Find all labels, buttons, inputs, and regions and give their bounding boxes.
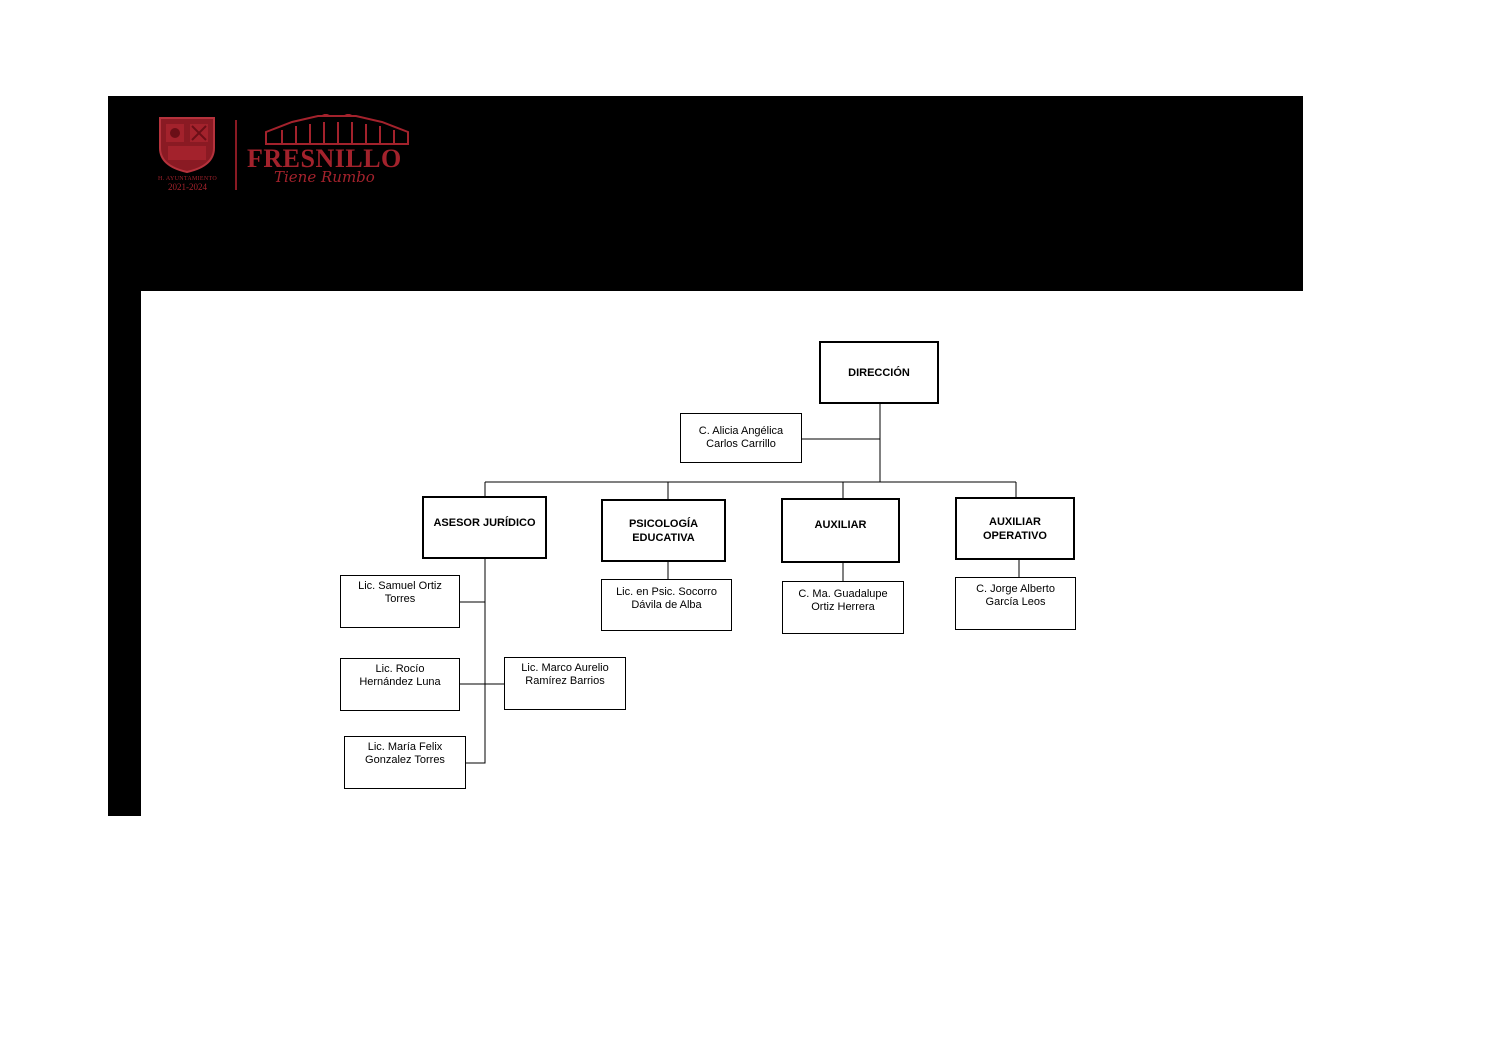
- staff-box: [782, 581, 904, 634]
- brand-name: FRESNILLO: [247, 144, 402, 173]
- dept-legal-box: [422, 496, 547, 559]
- staff-name: C. Ma. Guadalupe Ortiz Herrera: [798, 588, 888, 613]
- staff-name: Lic. en Psic. Socorro Dávila de Alba: [616, 586, 717, 611]
- seal-line2: 2021-2024: [168, 182, 207, 192]
- staff-box: [340, 658, 460, 711]
- staff-box: [955, 577, 1076, 630]
- dept-operative-box: [955, 497, 1075, 560]
- staff-box: [340, 575, 460, 628]
- dept-legal-title: ASESOR JURÍDICO: [433, 517, 536, 529]
- assistant-name: C. Alicia Angélica Carlos Carrillo: [698, 425, 784, 450]
- staff-box: [344, 736, 466, 789]
- director-title: DIRECCIÓN: [848, 366, 910, 379]
- staff-name: Lic. Marco Aurelio Ramírez Barrios: [521, 662, 609, 687]
- dept-auxiliary-title: AUXILIAR: [814, 519, 867, 531]
- staff-name: Lic. María Felix Gonzalez Torres: [365, 741, 445, 766]
- director-box: [819, 341, 939, 404]
- staff-name: Lic. Samuel Ortiz Torres: [358, 580, 442, 605]
- dept-psychology-title: PSICOLOGÍA EDUCATIVA: [628, 517, 699, 544]
- dept-auxiliary-box: [781, 498, 900, 563]
- dept-psychology-box: [601, 499, 726, 562]
- seal-line1: H. AYUNTAMIENTO: [157, 176, 218, 182]
- tagline: Tiene Rumbo: [274, 168, 375, 186]
- assistant-box: [680, 413, 802, 463]
- staff-name: C. Jorge Alberto García Leos: [976, 583, 1055, 608]
- staff-box: [504, 657, 626, 710]
- dept-operative-title: AUXILIAR OPERATIVO: [983, 515, 1047, 542]
- staff-name: Lic. Rocío Hernández Luna: [359, 663, 441, 688]
- staff-box: [601, 579, 732, 631]
